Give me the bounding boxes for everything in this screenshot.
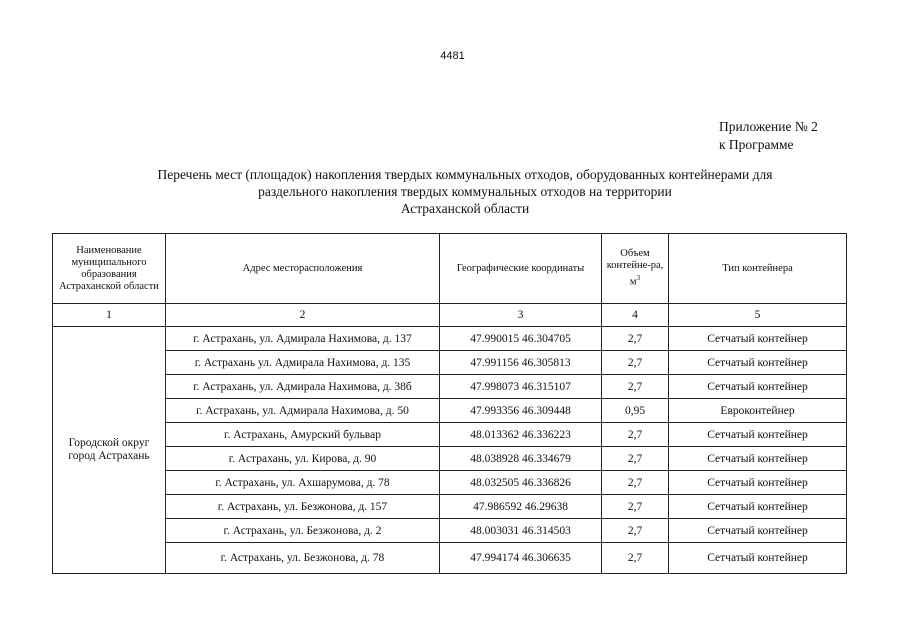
table-row <box>53 543 847 574</box>
table-row <box>53 351 847 375</box>
title-line-1: Перечень мест (площадок) накопления твердых коммунальных отходов, оборудованных контейнерами для <box>157 167 773 182</box>
header-volume <box>602 234 669 304</box>
column-number: 4 <box>602 304 669 327</box>
page-number: 4481 <box>440 50 465 62</box>
type-cell: Сетчатый контейнер <box>669 327 847 351</box>
column-number: 3 <box>440 304 602 327</box>
document-title <box>120 166 810 217</box>
address-cell: г. Астрахань, ул. Безжонова, д. 2 <box>166 519 440 543</box>
type-cell: Сетчатый контейнер <box>669 519 847 543</box>
volume-cell: 2,7 <box>602 351 669 375</box>
coordinates-cell: 48.003031 46.314503 <box>440 519 602 543</box>
address-cell: г. Астрахань ул. Адмирала Нахимова, д. 135 <box>166 351 440 375</box>
volume-cell: 2,7 <box>602 519 669 543</box>
address-cell: г. Астрахань, ул. Адмирала Нахимова, д. 38б <box>166 375 440 399</box>
coordinates-cell: 47.994174 46.306635 <box>440 543 602 574</box>
address-cell: г. Астрахань, ул. Безжонова, д. 157 <box>166 495 440 519</box>
volume-cell: 2,7 <box>602 447 669 471</box>
appendix-caption <box>719 118 818 154</box>
appendix-line-2: к Программе <box>719 137 794 152</box>
type-cell: Сетчатый контейнер <box>669 495 847 519</box>
containers-table <box>52 233 847 574</box>
type-cell: Сетчатый контейнер <box>669 423 847 447</box>
address-cell: г. Астрахань, ул. Адмирала Нахимова, д. 50 <box>166 399 440 423</box>
address-cell: г. Астрахань, Амурский бульвар <box>166 423 440 447</box>
coordinates-cell: 48.013362 46.336223 <box>440 423 602 447</box>
table-header-row <box>53 234 847 304</box>
coordinates-cell: 47.986592 46.29638 <box>440 495 602 519</box>
municipality-cell: Городской округ город Астрахань <box>53 327 166 574</box>
header-volume-text: Объем контейне-ра, м <box>606 248 664 288</box>
table-row <box>53 375 847 399</box>
table-row <box>53 495 847 519</box>
type-cell: Сетчатый контейнер <box>669 471 847 495</box>
address-cell: г. Астрахань, ул. Ахшарумова, д. 78 <box>166 471 440 495</box>
coordinates-cell: 47.993356 46.309448 <box>440 399 602 423</box>
table-row <box>53 471 847 495</box>
table-row <box>53 327 847 351</box>
coordinates-cell: 48.038928 46.334679 <box>440 447 602 471</box>
type-cell: Сетчатый контейнер <box>669 447 847 471</box>
volume-cell: 2,7 <box>602 495 669 519</box>
volume-cell: 2,7 <box>602 375 669 399</box>
type-cell: Евроконтейнер <box>669 399 847 423</box>
column-number: 2 <box>166 304 440 327</box>
volume-cell: 2,7 <box>602 423 669 447</box>
table-row <box>53 519 847 543</box>
address-cell: г. Астрахань, ул. Адмирала Нахимова, д. 137 <box>166 327 440 351</box>
header-volume-sup: 3 <box>636 274 641 283</box>
coordinates-cell: 48.032505 46.336826 <box>440 471 602 495</box>
header-municipality: Наименование муниципального образования Астраханской области <box>53 234 166 304</box>
volume-cell: 2,7 <box>602 471 669 495</box>
appendix-line-1: Приложение № 2 <box>719 119 818 134</box>
header-coordinates: Географические координаты <box>440 234 602 304</box>
column-number-row <box>53 304 847 327</box>
address-cell: г. Астрахань, ул. Кирова, д. 90 <box>166 447 440 471</box>
volume-cell: 2,7 <box>602 543 669 574</box>
title-line-2: раздельного накопления твердых коммунальных отходов на территории <box>258 184 672 199</box>
table-row <box>53 447 847 471</box>
column-number: 1 <box>53 304 166 327</box>
title-line-3: Астраханской области <box>400 201 530 216</box>
table-row <box>53 423 847 447</box>
column-number: 5 <box>669 304 847 327</box>
address-cell: г. Астрахань, ул. Безжонова, д. 78 <box>166 543 440 574</box>
header-type: Тип контейнера <box>669 234 847 304</box>
type-cell: Сетчатый контейнер <box>669 375 847 399</box>
table-body <box>53 327 847 574</box>
type-cell: Сетчатый контейнер <box>669 543 847 574</box>
type-cell: Сетчатый контейнер <box>669 351 847 375</box>
coordinates-cell: 47.990015 46.304705 <box>440 327 602 351</box>
table-row <box>53 399 847 423</box>
coordinates-cell: 47.998073 46.315107 <box>440 375 602 399</box>
volume-cell: 2,7 <box>602 327 669 351</box>
header-address: Адрес месторасположения <box>166 234 440 304</box>
volume-cell: 0,95 <box>602 399 669 423</box>
coordinates-cell: 47.991156 46.305813 <box>440 351 602 375</box>
